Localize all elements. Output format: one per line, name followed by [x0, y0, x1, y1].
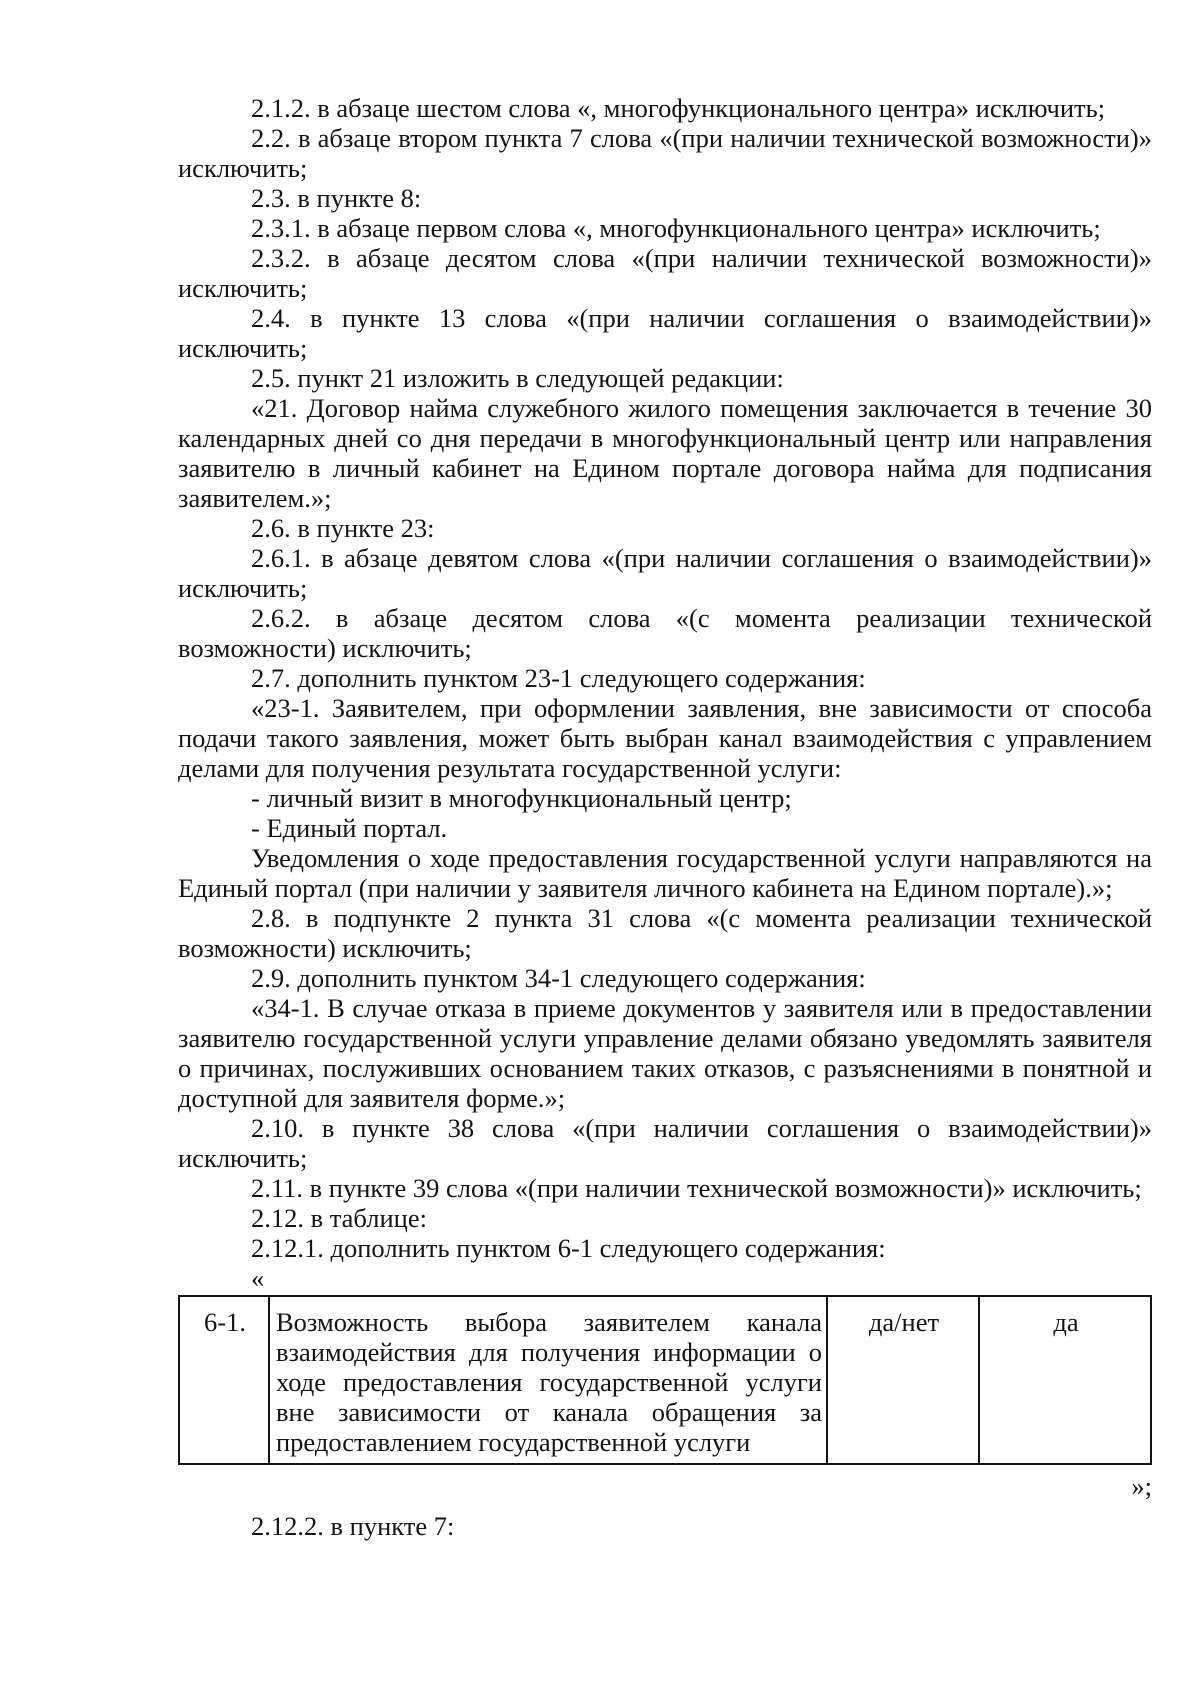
table-cell-type: да/нет: [827, 1296, 979, 1464]
paragraph-2-12-1: 2.12.1. дополнить пунктом 6-1 следующего содержания:: [251, 1233, 886, 1263]
table-cell-description: Возможность выбора заявителем канала взаимодействия для получения информации о ходе предоставления государственной услуги вне зависимости от канала обращения за предоставлением государственной услуги: [269, 1296, 827, 1464]
open-quote: «: [251, 1263, 265, 1293]
paragraph-item-34-1: «34-1. В случае отказа в приеме документов у заявителя или в предоставлении заявителю государственной услуги управление делами обязано уведомлять заявителя о причинах, послуживших основанием таких отказов, с разъяснениями в понятной и доступной для заявителя форме.»;: [178, 993, 1152, 1113]
paragraph-2-10: 2.10. в пункте 38 слова «(при наличии соглашения о взаимодействии)» исключить;: [178, 1113, 1152, 1173]
amendment-table: [178, 1295, 1152, 1465]
paragraph-2-11: 2.11. в пункте 39 слова «(при наличии технической возможности)» исключить;: [251, 1173, 1142, 1203]
paragraph-2-12-2: 2.12.2. в пункте 7:: [251, 1511, 455, 1541]
paragraph-2-8: 2.8. в подпункте 2 пункта 31 слова «(с момента реализации технической возможности) исключить;: [178, 903, 1152, 963]
list-item-mfc-visit: - личный визит в многофункциональный центр;: [251, 783, 792, 813]
paragraph-2-4: 2.4. в пункте 13 слова «(при наличии соглашения о взаимодействии)» исключить;: [178, 303, 1152, 363]
paragraph-2-6-1: 2.6.1. в абзаце девятом слова «(при наличии соглашения о взаимодействии)» исключить;: [178, 543, 1152, 603]
paragraph-2-3-1: 2.3.1. в абзаце первом слова «, многофункционального центра» исключить;: [251, 213, 1101, 243]
paragraph-item-23-1: «23-1. Заявителем, при оформлении заявления, вне зависимости от способа подачи такого заявления, может быть выбран канал взаимодействия с управлением делами для получения результата государственной услуги:: [178, 693, 1152, 783]
paragraph-2-2: 2.2. в абзаце втором пункта 7 слова «(при наличии технической возможности)» исключить;: [178, 123, 1152, 183]
document-body: [178, 93, 1152, 1541]
table-row: [179, 1296, 1151, 1464]
list-item-single-portal: - Единый портал.: [251, 813, 448, 843]
paragraph-item-21: «21. Договор найма служебного жилого помещения заключается в течение 30 календарных дней со дня передачи в многофункциональный центр или направления заявителю в личный кабинет на Едином портале договора найма для подписания заявителем.»;: [178, 393, 1152, 513]
close-quote: »;: [1131, 1471, 1152, 1501]
table-cell-number: 6-1.: [179, 1296, 269, 1464]
paragraph-2-5: 2.5. пункт 21 изложить в следующей редакции:: [251, 363, 784, 393]
paragraph-2-6: 2.6. в пункте 23:: [251, 513, 435, 543]
table-cell-value: да: [979, 1296, 1151, 1464]
paragraph-2-3: 2.3. в пункте 8:: [251, 183, 422, 213]
paragraph-2-9: 2.9. дополнить пунктом 34-1 следующего содержания:: [251, 963, 866, 993]
paragraph-2-1-2: 2.1.2. в абзаце шестом слова «, многофункционального центра» исключить;: [251, 93, 1106, 123]
paragraph-2-6-2: 2.6.2. в абзаце десятом слова «(с момента реализации технической возможности) исключить;: [178, 603, 1152, 663]
paragraph-2-7: 2.7. дополнить пунктом 23-1 следующего содержания:: [251, 663, 866, 693]
paragraph-2-12: 2.12. в таблице:: [251, 1203, 427, 1233]
paragraph-notifications: Уведомления о ходе предоставления государственной услуги направляются на Единый портал (при наличии у заявителя личного кабинета на Едином портале).»;: [178, 843, 1152, 903]
paragraph-2-3-2: 2.3.2. в абзаце десятом слова «(при наличии технической возможности)» исключить;: [178, 243, 1152, 303]
